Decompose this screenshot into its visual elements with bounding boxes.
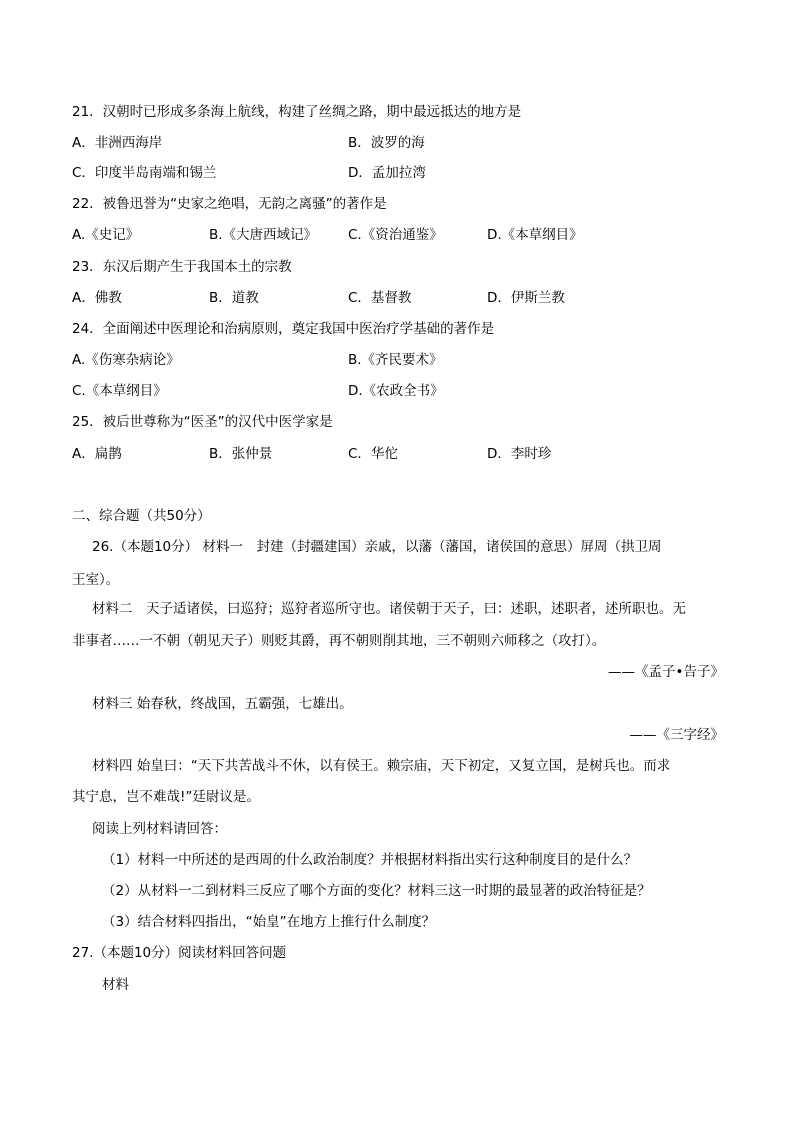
material-four: 材料四 始皇曰：“天下共苦战斗不休，以有侯王。赖宗庙，天下初定，又复立国，是树兵也。而求 bbox=[92, 758, 671, 774]
option-a: A.《伤寒杂病论》 bbox=[72, 352, 180, 368]
material-one-cont: 王室）。 bbox=[72, 572, 120, 588]
material-one: 26.（本题10分） 材料一 封建（封疆建国）亲戚，以藩（藩国，诸侯国的意思）屏周（拱卫周 bbox=[92, 539, 662, 555]
option-c: C.《本草纲目》 bbox=[72, 383, 167, 399]
option-d: D．李时珍 bbox=[487, 446, 552, 462]
option-d: D．孟加拉湾 bbox=[348, 165, 426, 181]
material-two-cont: 非事者……一不朝（朝见天子）则贬其爵，再不朝则削其地，三不朝则六师移之（攻打）。 bbox=[72, 633, 606, 649]
question-stem: 23．东汉后期产生于我国本土的宗教 bbox=[72, 259, 292, 275]
option-a: A.《史记》 bbox=[72, 227, 140, 243]
option-b: B.《齐民要术》 bbox=[348, 352, 443, 368]
question-stem: 27.（本题10分）阅读材料回答问题 bbox=[72, 945, 287, 961]
question-stem: 25．被后世尊称为“医圣”的汉代中医学家是 bbox=[72, 414, 333, 430]
option-c: C．印度半岛南端和锡兰 bbox=[72, 165, 217, 181]
sub-question-3: （3）结合材料四指出，“始皇”在地方上推行什么制度？ bbox=[102, 914, 436, 930]
source-citation: ——《孟子•告子》 bbox=[608, 664, 724, 680]
question-stem: 22．被鲁迅誉为“史家之绝唱，无韵之离骚”的著作是 bbox=[72, 196, 387, 212]
option-c: C．华佗 bbox=[348, 446, 398, 462]
option-c: C.《资治通鉴》 bbox=[348, 227, 443, 243]
option-b: B．道教 bbox=[209, 290, 259, 306]
material-label: 材料 bbox=[102, 977, 129, 993]
material-two: 材料二 天子适诸侯，曰巡狩；巡狩者巡所守也。诸侯朝于天子，曰：述职，述职者，述所职也。无 bbox=[92, 601, 686, 617]
option-a: A．佛教 bbox=[72, 290, 122, 306]
option-b: B.《大唐西域记》 bbox=[209, 227, 318, 243]
material-three: 材料三 始春秋，终战国，五霸强，七雄出。 bbox=[92, 696, 353, 712]
option-b: B．波罗的海 bbox=[348, 135, 425, 151]
option-a: A．非洲西海岸 bbox=[72, 135, 163, 151]
option-d: D.《农政全书》 bbox=[348, 383, 444, 399]
question-stem: 24．全面阐述中医理论和治病原则，奠定我国中医治疗学基础的著作是 bbox=[72, 321, 495, 337]
option-d: D．伊斯兰教 bbox=[487, 290, 565, 306]
question-stem: 21．汉朝时已形成多条海上航线，构建了丝绸之路，期中最远抵达的地方是 bbox=[72, 104, 522, 120]
material-four-cont: 其宁息，岂不难哉!”廷尉议是。 bbox=[72, 789, 260, 805]
section-heading: 二、综合题（共50分） bbox=[72, 508, 211, 524]
sub-question-2: （2）从材料一二到材料三反应了哪个方面的变化？材料三这一时期的最显著的政治特征是？ bbox=[102, 883, 651, 899]
option-d: D.《本草纲目》 bbox=[487, 227, 583, 243]
option-c: C．基督教 bbox=[348, 290, 412, 306]
option-b: B．张仲景 bbox=[209, 446, 273, 462]
instruction: 阅读上列材料请回答： bbox=[92, 821, 227, 837]
option-a: A．扁鹊 bbox=[72, 446, 122, 462]
sub-question-1: （1）材料一中所述的是西周的什么政治制度？并根据材料指出实行这种制度目的是什么？ bbox=[102, 852, 638, 868]
source-citation: ——《三字经》 bbox=[629, 727, 724, 743]
